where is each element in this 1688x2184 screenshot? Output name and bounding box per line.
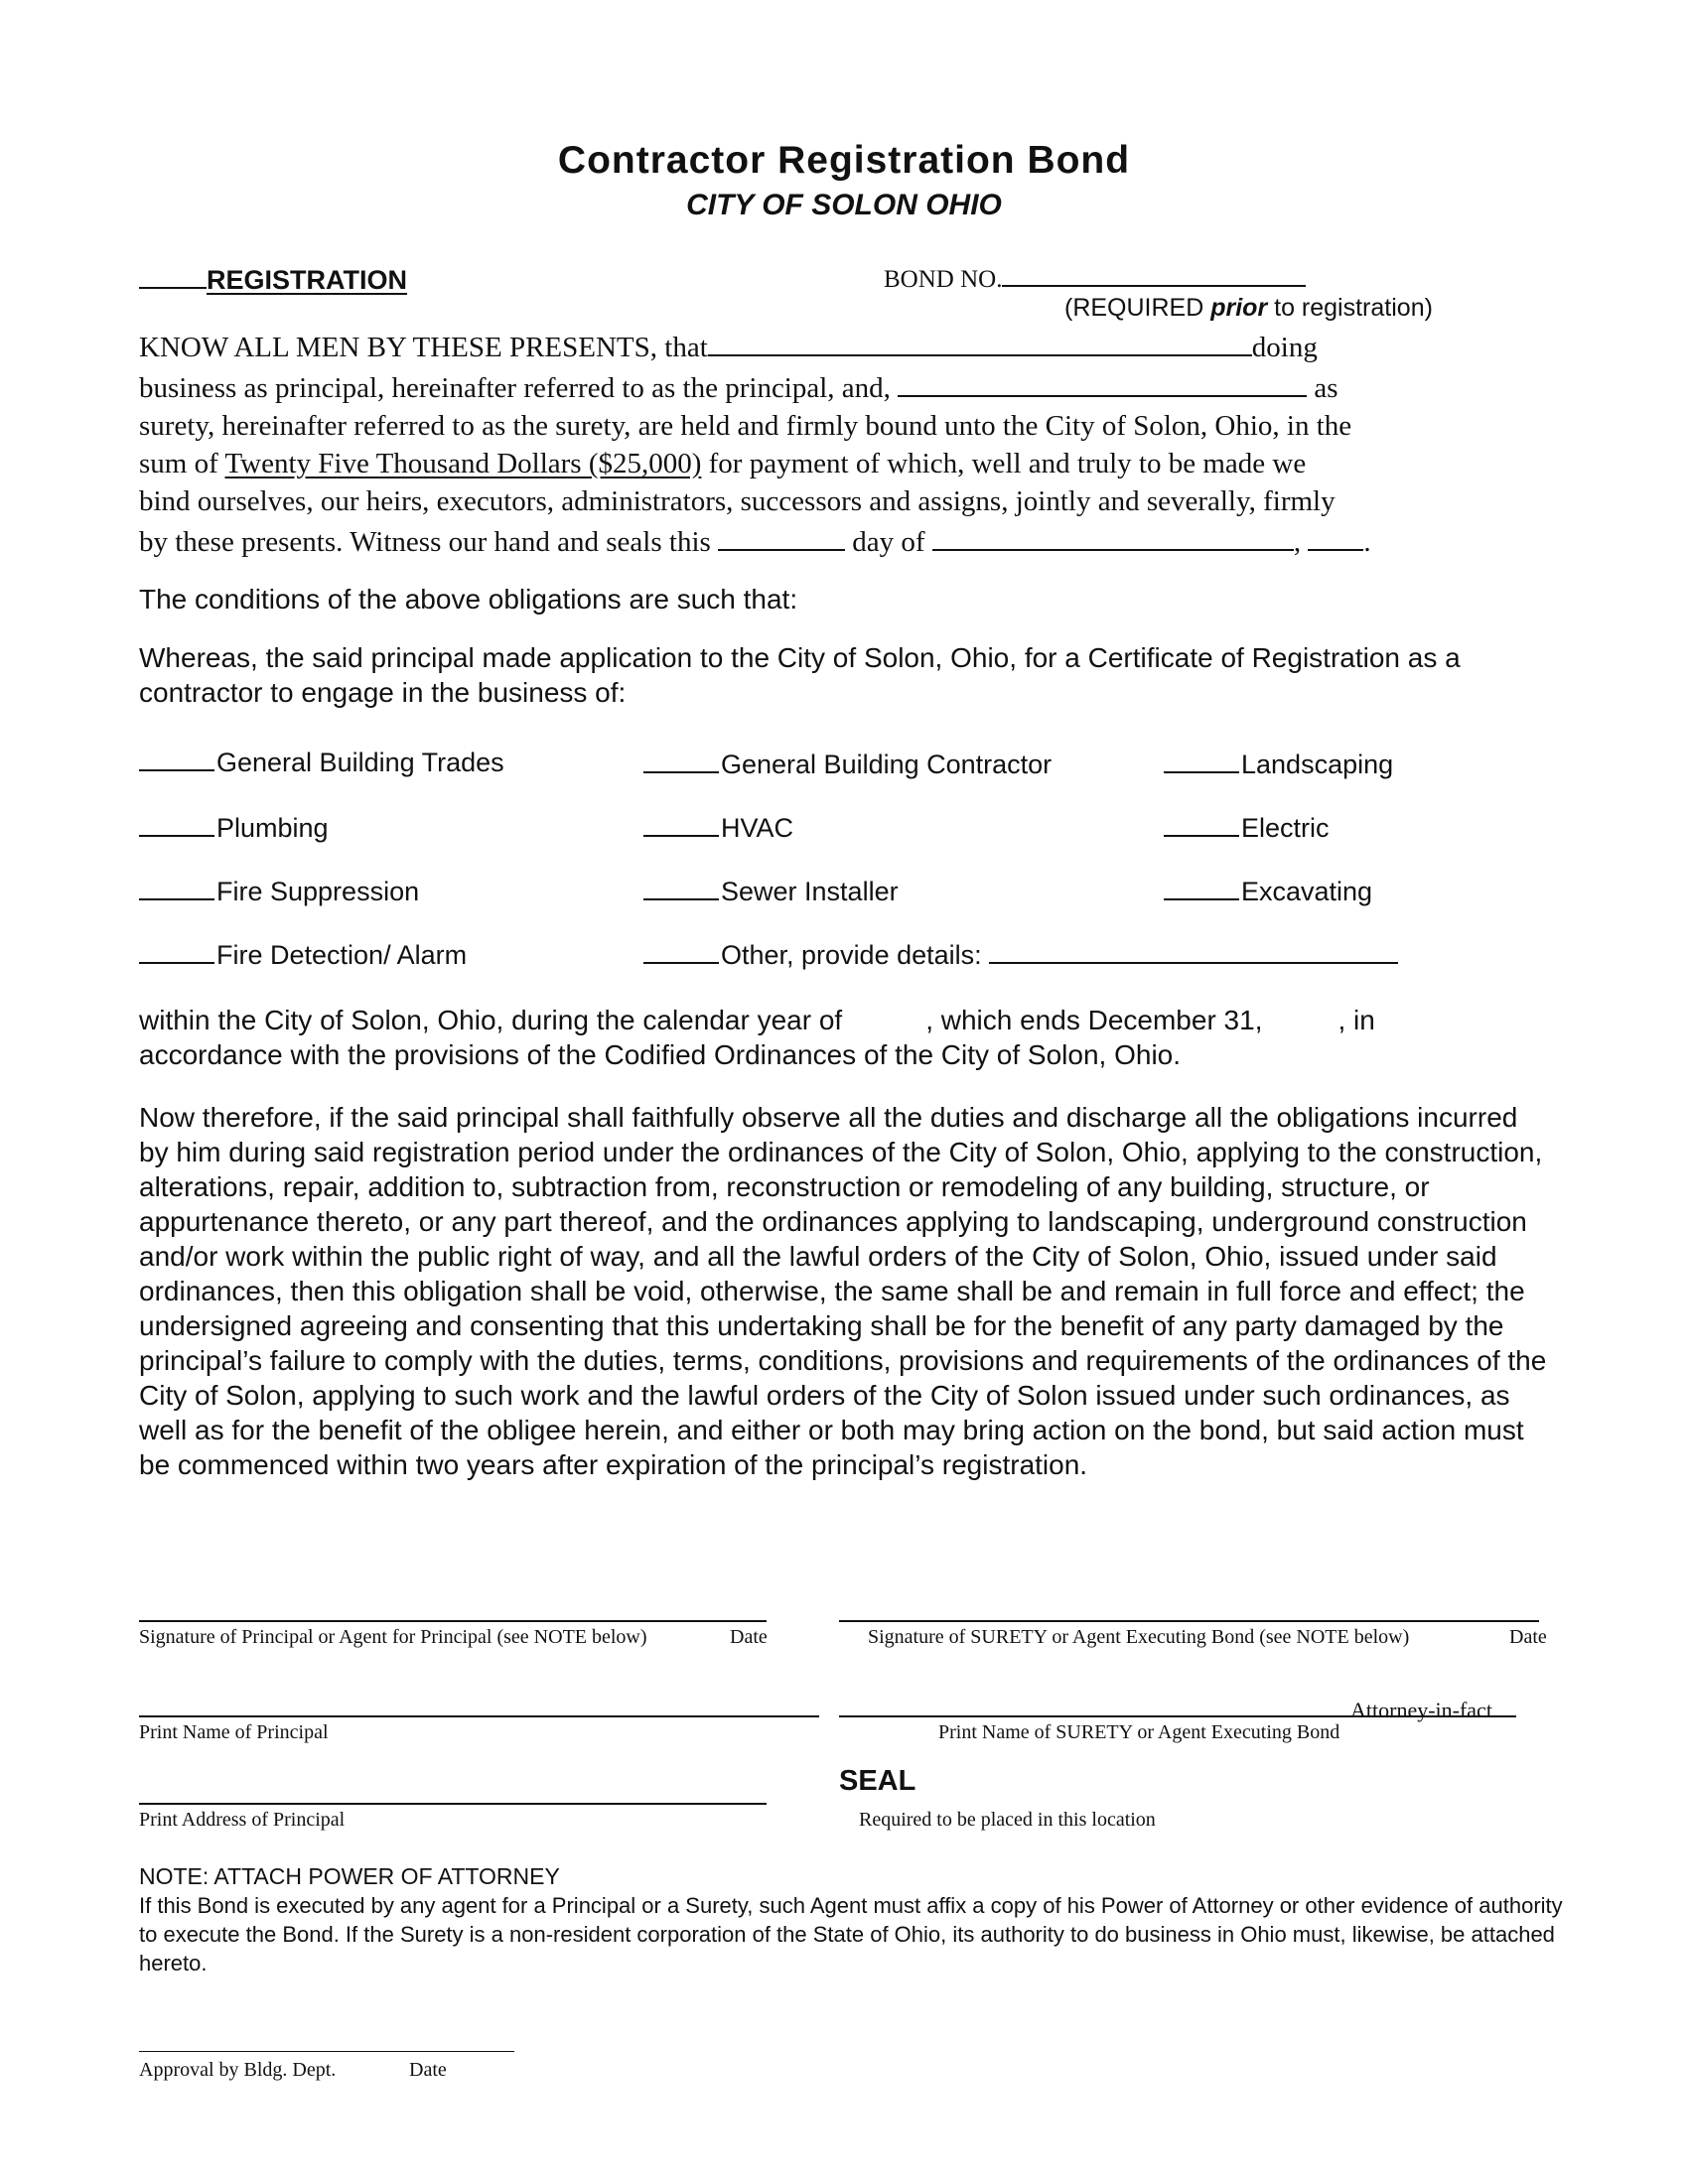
calendar-year-paragraph: within the City of Solon, Ohio, during the calendar year of , which ends December 31, , in accordance with the provisions of the Codified Ordinances of the City of Solon, Ohio. (139, 1005, 1375, 1070)
surety-name-input[interactable] (898, 366, 1307, 397)
registration-heading: REGISTRATION (139, 260, 407, 296)
approval-caption: Approval by Bldg. Dept. (139, 2059, 337, 2081)
trade-sewer-installer[interactable]: Sewer Installer (643, 872, 899, 907)
power-of-attorney-note (139, 1862, 1569, 1978)
note-heading: NOTE: ATTACH POWER OF ATTORNEY (139, 1863, 560, 1889)
attorney-in-fact-label: Attorney-in-fact (1350, 1698, 1492, 1722)
note-text: If this Bond is executed by any agent for a Principal or a Surety, such Agent must affix a copy of his Power of Attorney or other evidence of authority to execute the Bond. If the Surety is a non-resident corporation of the State of Ohio, its authority to do business in Ohio must, likewise, be attached hereto. (139, 1893, 1563, 1976)
witness-month-input[interactable] (932, 520, 1294, 551)
trade-hvac[interactable]: HVAC (643, 808, 793, 844)
trade-landscaping[interactable]: Landscaping (1164, 745, 1393, 780)
conditions-intro: The conditions of the above obligations are such that: (139, 584, 798, 614)
witness-year-input[interactable] (1308, 520, 1363, 551)
print-name-principal-caption: Print Name of Principal (139, 1721, 329, 1743)
print-name-surety-caption: Print Name of SURETY or Agent Executing Bond (938, 1721, 1340, 1743)
surety-signature-line[interactable] (839, 1620, 1539, 1622)
seal-heading: SEAL (839, 1765, 916, 1797)
other-details-input[interactable] (989, 935, 1398, 964)
registration-leading-line (139, 260, 207, 289)
now-therefore-paragraph: Now therefore, if the said principal shall faithfully observe all the duties and discharge all the obligations incurred by him during said registration period under the ordinances of the City of Solon, Ohio, applying to the construction, alterations, repair, addition to, subtraction from, reconstruction or remodeling of any building, structure, or appurtenance thereto, or any part thereof, and the ordinances applying to landscaping, underground construction and/or work within the public right of way, and all the lawful orders of the City of Solon, Ohio, issued under said ordinances, then this obligation shall be void, otherwise, the same shall be and remain in full force and effect; the undersigned agreeing and consenting that this undertaking shall be for the benefit of any party damaged by the principal’s failure to comply with the duties, terms, conditions, provisions and requirements of the ordinances of the City of Solon, applying to such work and the lawful orders of the City of Solon issued under such ordinances, as well as for the benefit of the obligee herein, and either or both may bring action on the bond, but said action must be commenced within two years after expiration of the principal’s registration. (139, 1102, 1547, 1480)
surety-signature-caption: Signature of SURETY or Agent Executing Bond (see NOTE below) (868, 1626, 1410, 1648)
principal-name-input[interactable] (708, 326, 1252, 356)
approval-date-caption: Date (409, 2059, 447, 2081)
trade-electric[interactable]: Electric (1164, 808, 1330, 844)
surety-print-name-line[interactable] (839, 1715, 1516, 1717)
bond-number-field: BOND NO. (884, 260, 1306, 294)
principal-signature-caption: Signature of Principal or Agent for Principal (see NOTE below) (139, 1626, 647, 1648)
trade-plumbing[interactable]: Plumbing (139, 808, 329, 844)
approval-signature-line[interactable] (139, 2051, 514, 2052)
trade-other[interactable]: Other, provide details: (643, 935, 1398, 971)
seal-location-note: Required to be placed in this location (859, 1809, 1156, 1831)
trade-fire-detection-alarm[interactable]: Fire Detection/ Alarm (139, 935, 467, 971)
trade-excavating[interactable]: Excavating (1164, 872, 1372, 907)
principal-signature-line[interactable] (139, 1620, 767, 1622)
required-prior-note: (REQUIRED prior to registration) (1064, 294, 1433, 322)
witness-day-input[interactable] (718, 520, 845, 551)
trade-fire-suppression[interactable]: Fire Suppression (139, 872, 419, 907)
document-title: Contractor Registration Bond (557, 139, 1131, 182)
whereas-paragraph: Whereas, the said principal made application to the City of Solon, Ohio, for a Certificate of Registration as a contractor to engage in the business of: (139, 642, 1461, 708)
principal-date-caption: Date (730, 1626, 768, 1648)
principal-address-line[interactable] (139, 1803, 767, 1805)
bond-amount: Twenty Five Thousand Dollars ($25,000) (224, 448, 702, 479)
surety-date-caption: Date (1509, 1626, 1547, 1648)
print-address-principal-caption: Print Address of Principal (139, 1809, 346, 1831)
trade-general-building-trades[interactable]: General Building Trades (139, 743, 504, 778)
know-all-men-paragraph: KNOW ALL MEN BY THESE PRESENTS, that doing business as principal, hereinafter referred to as the principal, and, as surety, hereinafter referred to as the surety, are held and firmly bound unto the City of Solon, Ohio, in the sum of Twenty Five Thousand Dollars ($25,000) for payment of which, well and truly to be made we bind ourselves, our heirs, executors, administrators, successors and assigns, jointly and severally, firmly by these presents. Witness our hand and seals this day of , . (139, 326, 1549, 561)
document-subtitle: CITY OF SOLON OHIO (686, 189, 1002, 221)
bond-number-input[interactable] (1002, 260, 1306, 287)
trade-general-building-contractor[interactable]: General Building Contractor (643, 745, 1052, 780)
principal-print-name-line[interactable] (139, 1715, 819, 1717)
